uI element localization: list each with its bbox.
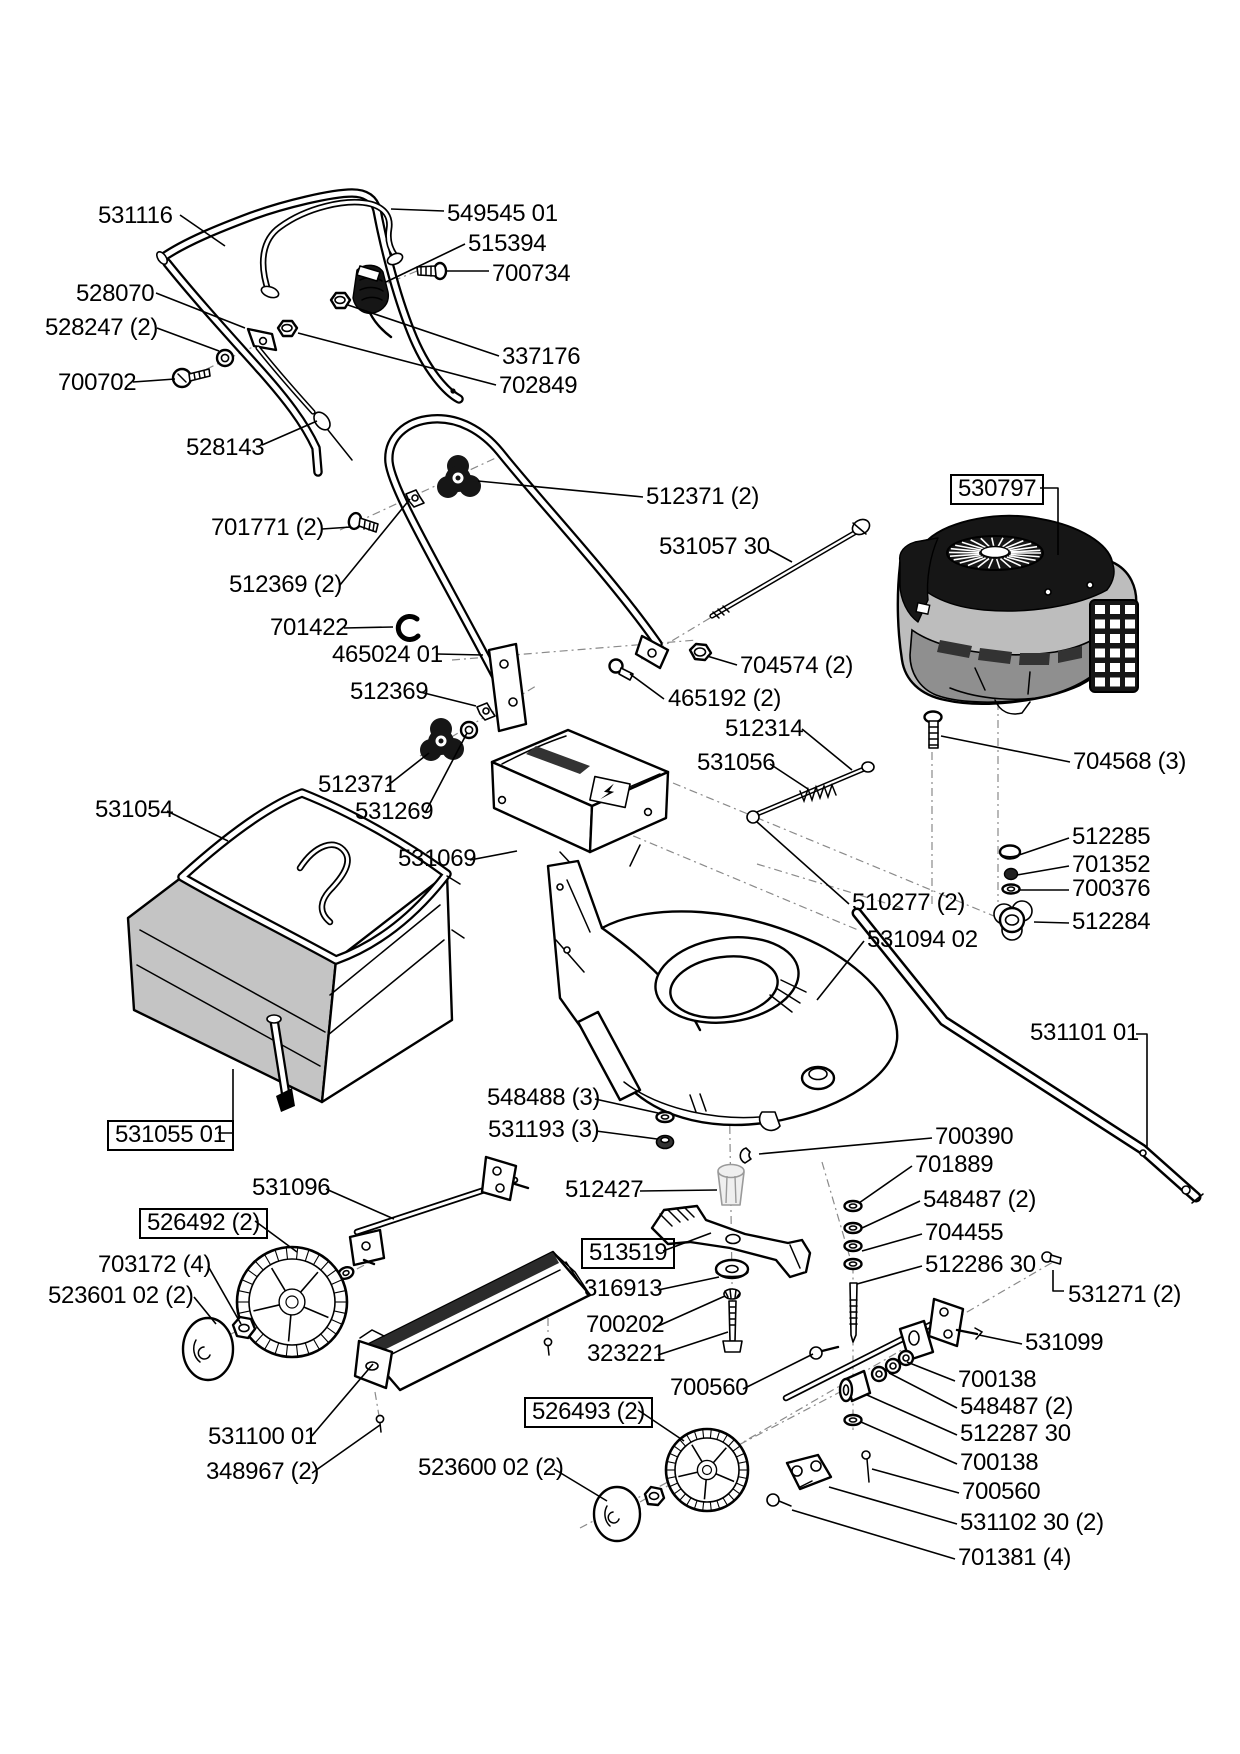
part-label-700734: 700734: [492, 260, 571, 287]
part-label-348967-2: 348967 (2): [206, 1458, 320, 1485]
part-label-465192-2: 465192 (2): [668, 685, 782, 712]
part-label-701352: 701352: [1072, 851, 1151, 878]
part-label-531271-2: 531271 (2): [1068, 1281, 1182, 1308]
part-label-512284: 512284: [1072, 908, 1151, 935]
part-label-523600-02-2: 523600 02 (2): [418, 1454, 564, 1481]
part-label-531269: 531269: [355, 798, 434, 825]
part-label-703172-4: 703172 (4): [98, 1251, 212, 1278]
part-label-700702: 700702: [58, 369, 137, 396]
part-label-510277-2: 510277 (2): [852, 889, 966, 916]
part-label-531099: 531099: [1025, 1329, 1104, 1356]
part-label-548488-3: 548488 (3): [487, 1084, 601, 1111]
part-label-526493-2: 526493 (2): [524, 1397, 653, 1428]
part-label-531055-01: 531055 01: [107, 1120, 234, 1151]
part-label-531094-02: 531094 02: [867, 926, 978, 953]
part-label-548487-2: 548487 (2): [960, 1393, 1074, 1420]
part-label-337176: 337176: [502, 343, 581, 370]
part-label-526492-2: 526492 (2): [139, 1208, 268, 1239]
part-label-512371-2: 512371 (2): [646, 483, 760, 510]
part-label-704574-2: 704574 (2): [740, 652, 854, 679]
part-label-512369: 512369: [350, 678, 429, 705]
part-label-512286-30: 512286 30: [925, 1251, 1036, 1278]
part-label-316913: 316913: [584, 1275, 663, 1302]
part-label-531101-01: 531101 01: [1030, 1019, 1139, 1046]
part-label-531116: 531116: [98, 202, 173, 229]
part-label-700376: 700376: [1072, 875, 1151, 902]
part-label-531056: 531056: [697, 749, 776, 776]
part-label-465024-01: 465024 01: [332, 641, 443, 668]
part-label-701771-2: 701771 (2): [211, 514, 325, 541]
part-label-512314: 512314: [725, 715, 804, 742]
part-label-531054: 531054: [95, 796, 174, 823]
part-label-700138: 700138: [958, 1366, 1037, 1393]
part-label-512427: 512427: [565, 1176, 644, 1203]
part-label-700560: 700560: [962, 1478, 1041, 1505]
part-label-549545-01: 549545 01: [447, 200, 558, 227]
part-label-531193-3: 531193 (3): [488, 1116, 600, 1143]
part-label-701381-4: 701381 (4): [958, 1544, 1072, 1571]
part-label-515394: 515394: [468, 230, 547, 257]
part-label-701889: 701889: [915, 1151, 994, 1178]
part-label-323221: 323221: [587, 1340, 666, 1367]
part-label-531069: 531069: [398, 845, 477, 872]
part-label-531100-01: 531100 01: [208, 1423, 317, 1450]
part-label-512285: 512285: [1072, 823, 1151, 850]
part-label-700560: 700560: [670, 1374, 749, 1401]
part-label-512287-30: 512287 30: [960, 1420, 1071, 1447]
part-label-531057-30: 531057 30: [659, 533, 770, 560]
part-label-528143: 528143: [186, 434, 265, 461]
part-label-704455: 704455: [925, 1219, 1004, 1246]
part-label-531102-30-2: 531102 30 (2): [960, 1509, 1104, 1536]
part-label-701422: 701422: [270, 614, 349, 641]
part-label-523601-02-2: 523601 02 (2): [48, 1282, 194, 1309]
part-label-512371: 512371: [318, 771, 397, 798]
part-label-513519: 513519: [581, 1238, 675, 1269]
part-label-548487-2: 548487 (2): [923, 1186, 1037, 1213]
part-label-528070: 528070: [76, 280, 155, 307]
part-label-530797: 530797: [950, 474, 1044, 505]
part-label-704568-3: 704568 (3): [1073, 748, 1187, 775]
part-label-700390: 700390: [935, 1123, 1014, 1150]
part-label-702849: 702849: [499, 372, 578, 399]
part-label-512369-2: 512369 (2): [229, 571, 343, 598]
part-label-700202: 700202: [586, 1311, 665, 1338]
part-label-528247-2: 528247 (2): [45, 314, 159, 341]
part-label-531096: 531096: [252, 1174, 331, 1201]
part-label-700138: 700138: [960, 1449, 1039, 1476]
